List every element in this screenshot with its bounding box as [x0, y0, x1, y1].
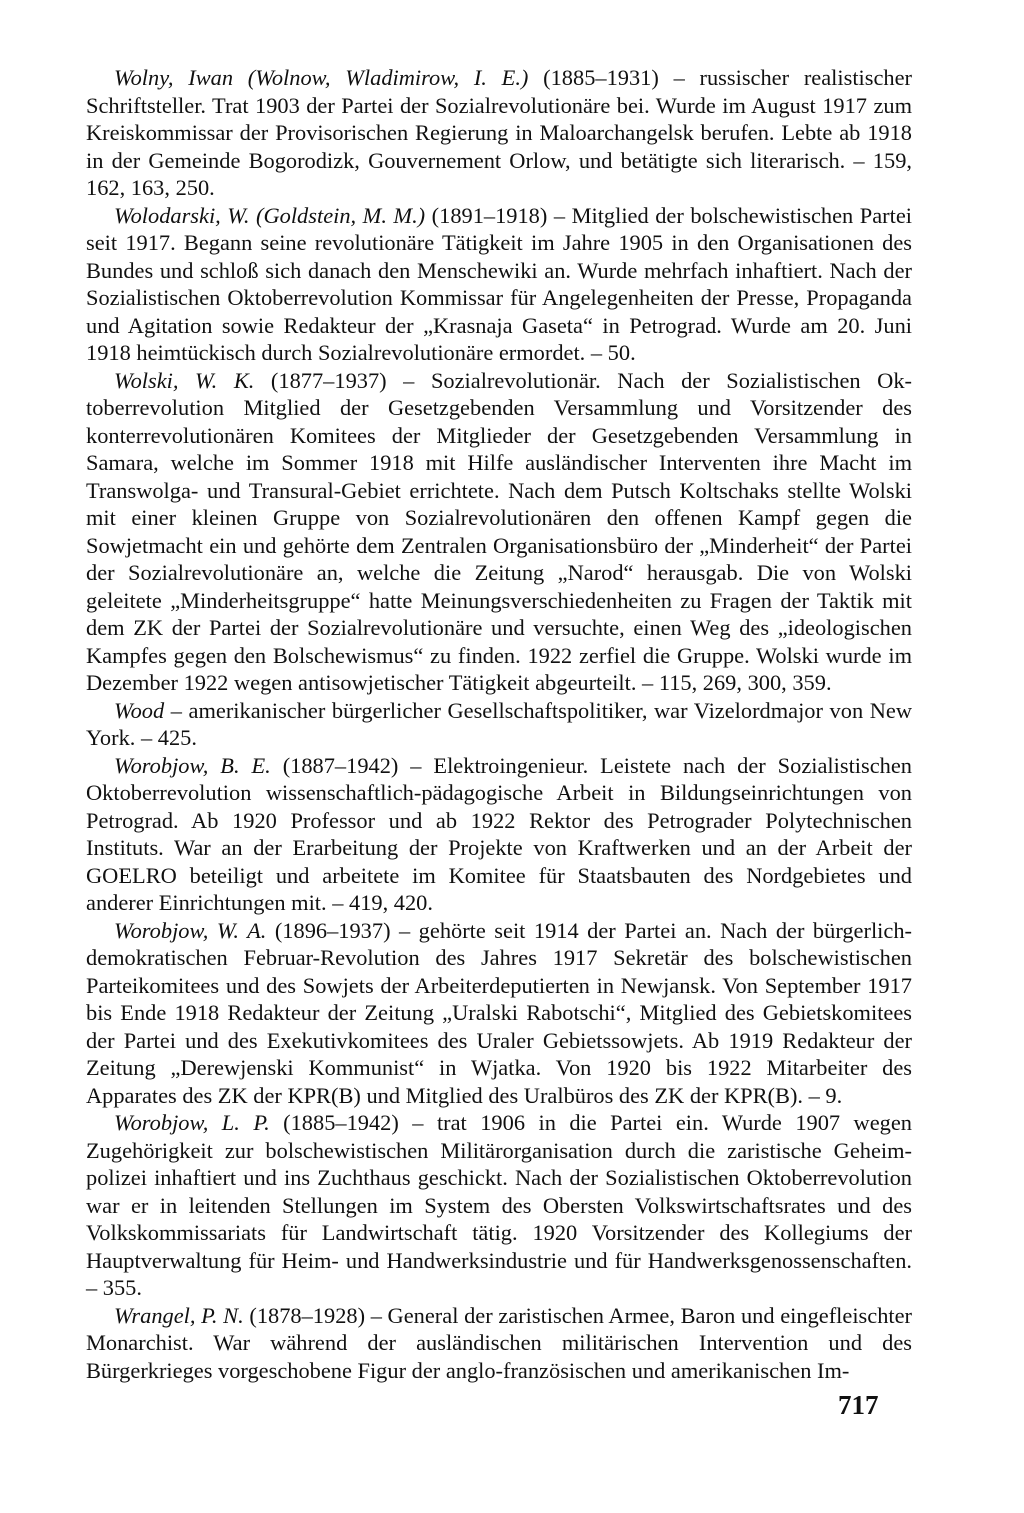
entry-name: Worobjow, L. P.	[114, 1110, 270, 1135]
entry-wood	[86, 697, 912, 752]
entry-text: (1877–1937) – Sozialrevolutionär. Nach der Sozialistischen Oktoberrevolution Mitglied der Gesetzgebenden Versammlung und Vorsitzender des konterrevolutionären Komitees der Mitglieder der Gesetzgebenden Versammlung in Samara, welche im Sommer 1918 mit Hilfe ausländischer Interventen ihre Macht im Transwolga- und Transural-Gebiet errichtete. Nach dem Putsch Koltschaks stellte Wolski mit einer kleinen Gruppe von Sozialrevolutionären den offenen Kampf gegen die Sowjetmacht ein und gehörte dem Zentralen Organisationsbüro der „Minderheit“ der Partei der Sozialrevolutionäre an, welche die Zeitung „Narod“ herausgab. Die von Wolski geleitete „Minderheitsgruppe“ hatte Meinungsverschiedenheiten zu Fragen der Taktik mit dem ZK der Partei der Sozialrevolutionäre und versuchte, einen Weg des „ideologischen Kampfes gegen den Bolschewismus“ zu finden. 1922 zerfiel die Gruppe. Wolski wurde im Dezember 1922 wegen antisowjetischer Tätigkeit abgeurteilt. – 115, 269, 300, 359.	[86, 367, 912, 695]
entry-text: (1885–1942) – trat 1906 in die Partei ein. Wurde 1907 wegen Zugehörigkeit zur bolschewistischen Militärorganisation durch die zaristische Geheimpolizei inhaftiert und ins Zuchthaus geschickt. Nach der Sozialistischen Oktoberrevolution war er in leitenden Stellungen im System des Obersten Volkswirtschaftsrates und des Volkskommissariats für Landwirtschaft tätig. 1920 Vorsitzender des Kollegiums der Hauptverwaltung für Heim- und Handwerksindustrie und für Handwerksgenossenschaften. – 355.	[86, 1110, 912, 1300]
entry-worobjow-lp	[86, 1109, 912, 1302]
entry-text: (1878–1928) – General der zaristischen Armee, Baron und eingefleischter Monarchist. War während der ausländischen militärischen Intervention und des Bürgerkrieges vorgeschobene Figur der anglo-französischen und amerikanischen Im-	[86, 1302, 913, 1383]
entry-wolny	[86, 64, 912, 202]
entry-worobjow-wa	[86, 917, 912, 1110]
entry-name: Wolski, W. K.	[114, 367, 255, 393]
entry-text: (1896–1937) – gehörte seit 1914 der Partei an. Nach der bürgerlich-demokratischen Februar-Revolution des Jahres 1917 Sekretär des bolschewistischen Parteikomitees und des Sowjets der Arbeiterdeputierten in Newjansk. Von September 1917 bis Ende 1918 Redakteur der Zeitung „Uralski Rabotschi“, Mitglied des Gebietskomitees der Partei und des Exekutivkomitees des Uraler Gebietssowjets. Ab 1919 Redakteur der Zeitung „Derewjenski Kommunist“ in Wjatka. Von 1920 bis 1922 Mitarbeiter des Apparates des ZK der KPR(B) und Mitglied des Uralbüros des ZK der KPR(B). – 9.	[86, 917, 912, 1108]
entry-worobjow-be	[86, 752, 912, 917]
document-page	[86, 64, 912, 1384]
entry-name: Wolny, Iwan (Wolnow, Wladimirow, I. E.)	[114, 65, 529, 90]
entry-text: – amerikanischer bürgerlicher Gesellschaftspolitiker, war Vizelordmajor von New York. – 425.	[86, 697, 912, 750]
entry-wrangel	[86, 1302, 912, 1385]
entry-name: Worobjow, B. E.	[114, 752, 271, 778]
entry-text: (1885–1931) – russischer realistischer Schriftsteller. Trat 1903 der Partei der Sozialrevolutionäre bei. Wurde im August 1917 zum Kreiskommissar der Provisorischen Regierung in Maloarchangelsk berufen. Lebte ab 1918 in der Gemeinde Bogorodizk, Gouvernement Orlow, und betätigte sich literarisch. – 159, 162, 163, 250.	[86, 65, 912, 200]
entry-name: Wrangel, P. N.	[114, 1302, 244, 1328]
entry-wolski	[86, 367, 912, 697]
entry-name: Worobjow, W. A.	[114, 917, 267, 943]
entry-wolodarski	[86, 202, 912, 367]
page-number: 717	[838, 1390, 879, 1420]
entry-name: Wolodarski, W. (Goldstein, M. M.)	[114, 202, 426, 228]
entry-text: (1891–1918) – Mitglied der bolschewistischen Partei seit 1917. Begann seine revolutionäre Tätigkeit im Jahre 1905 in den Organisationen des Bundes und schloß sich danach den Menschewiki an. Wurde mehrfach inhaftiert. Nach der Sozialistischen Oktoberrevolution Kommissar für Angelegenheiten der Presse, Propaganda und Agitation sowie Redakteur der „Krasnaja Gaseta“ in Petrograd. Wurde am 20. Juni 1918 heimtückisch durch Sozialrevolutionäre ermordet. – 50.	[86, 202, 912, 365]
entry-name: Wood	[114, 697, 165, 723]
entry-text: (1887–1942) – Elektroingenieur. Leistete nach der Sozialistischen Oktoberrevolution wissenschaftlich-pädagogische Arbeit in Bildungseinrichtungen von Petrograd. Ab 1920 Professor und ab 1922 Rektor des Petrograder Polytechnischen Instituts. War an der Erarbeitung der Projekte von Kraftwerken und an der Arbeit der GOELRO beteiligt und arbeitete im Komitee für Staatsbauten des Nordgebietes und anderer Einrichtungen mit. – 419, 420.	[86, 752, 912, 915]
